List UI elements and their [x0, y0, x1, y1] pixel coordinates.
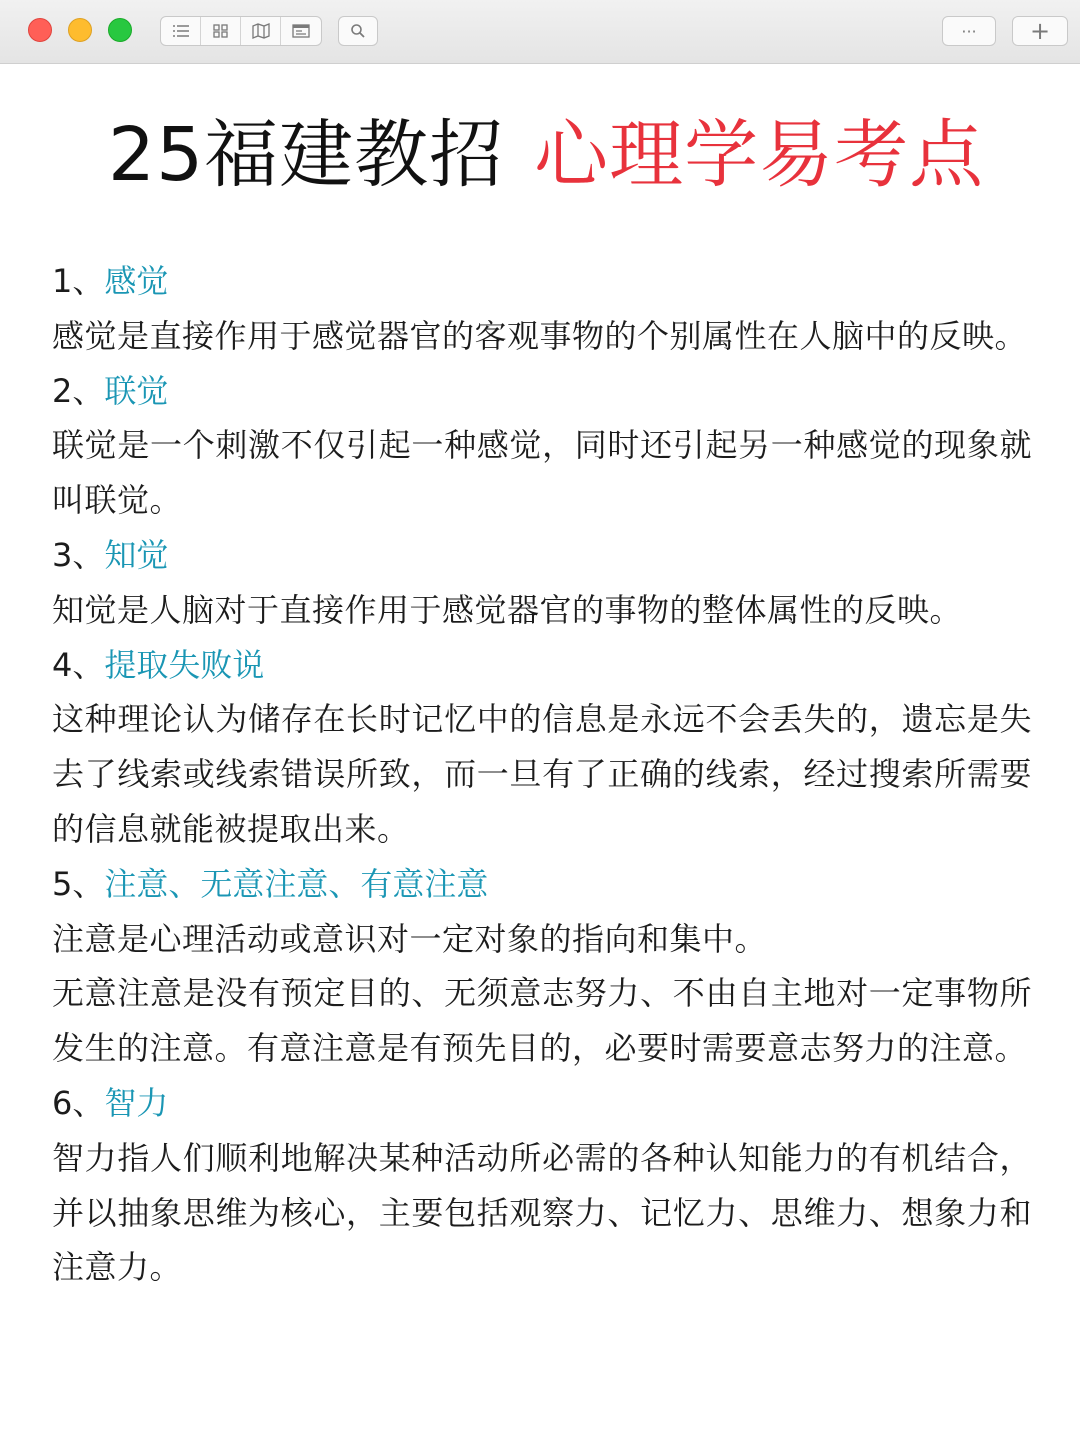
item-heading: [52, 364, 1032, 419]
item-term: 智力: [104, 1083, 169, 1122]
list-view-button[interactable]: [161, 17, 201, 45]
window-icon: [292, 24, 310, 38]
item-number: 4、: [52, 645, 105, 684]
list-item: [52, 857, 1032, 1076]
add-button[interactable]: [1012, 16, 1068, 46]
more-icon: ···: [961, 21, 977, 41]
item-number: 5、: [52, 864, 105, 903]
view-button-group: [160, 16, 322, 46]
item-term: 感觉: [104, 262, 169, 300]
item-heading: [52, 528, 1032, 583]
list-item: [52, 638, 1032, 857]
zoom-window-button[interactable]: [108, 18, 132, 42]
item-term: 注意、无意注意、有意注意: [104, 864, 489, 903]
item-heading: [52, 857, 1032, 912]
list-item: [52, 364, 1032, 528]
item-number: 3、: [52, 535, 105, 574]
item-number: 2、: [52, 371, 105, 410]
title-main: 25福建教招: [108, 112, 505, 198]
item-heading: [52, 638, 1032, 693]
item-definition: 这种理论认为储存在长时记忆中的信息是永远不会丢失的，遗忘是失去了线索或线索错误所致，而一旦有了正确的线索，经过搜索所需要的信息就能被提取出来。: [52, 700, 1032, 848]
grid-view-button[interactable]: [201, 17, 241, 45]
item-number: 6、: [52, 1083, 105, 1122]
item-number: 1、: [52, 262, 105, 300]
grid-icon: [213, 24, 229, 38]
list-item: [52, 1076, 1032, 1295]
minimize-window-button[interactable]: [68, 18, 92, 42]
map-icon: [252, 23, 270, 39]
more-button[interactable]: [942, 16, 996, 46]
item-term: 提取失败说: [104, 645, 265, 684]
search-button[interactable]: [338, 16, 378, 46]
search-icon: [350, 23, 366, 39]
item-term: 联觉: [104, 371, 169, 410]
list-icon: [172, 24, 190, 38]
item-heading: [52, 1076, 1032, 1131]
item-definition: 智力指人们顺利地解决某种活动所必需的各种认知能力的有机结合，并以抽象思维为核心，主要包括观察力、记忆力、思维力、想象力和注意力。: [52, 1138, 1032, 1287]
item-definition: 知觉是人脑对于直接作用于感觉器官的事物的整体属性的反映。: [52, 590, 963, 629]
window-toolbar: [0, 0, 1080, 64]
note-content: [0, 64, 1080, 1443]
close-window-button[interactable]: [28, 18, 52, 42]
plus-icon: +: [1029, 17, 1051, 45]
item-definition: 注意是心理活动或意识对一定对象的指向和集中。: [52, 919, 768, 958]
item-term: 知觉: [104, 535, 169, 574]
item-heading: [52, 254, 1032, 309]
map-view-button[interactable]: [241, 17, 281, 45]
item-definition: 感觉是直接作用于感觉器官的客观事物的个别属性在人脑中的反映。: [52, 316, 1028, 355]
list-item: [52, 254, 1032, 364]
page-title: [108, 110, 984, 200]
window-view-button[interactable]: [281, 17, 321, 45]
title-highlight: 心理学易考点: [534, 112, 985, 198]
item-definition: 联觉是一个刺激不仅引起一种感觉，同时还引起另一种感觉的现象就叫联觉。: [52, 426, 1032, 520]
list-item: [52, 528, 1032, 638]
item-list: [52, 254, 1032, 1295]
item-definition: 无意注意是没有预定目的、无须意志努力、不由自主地对一定事物所发生的注意。有意注意是有预先目的，必要时需要意志努力的注意。: [52, 974, 1032, 1068]
